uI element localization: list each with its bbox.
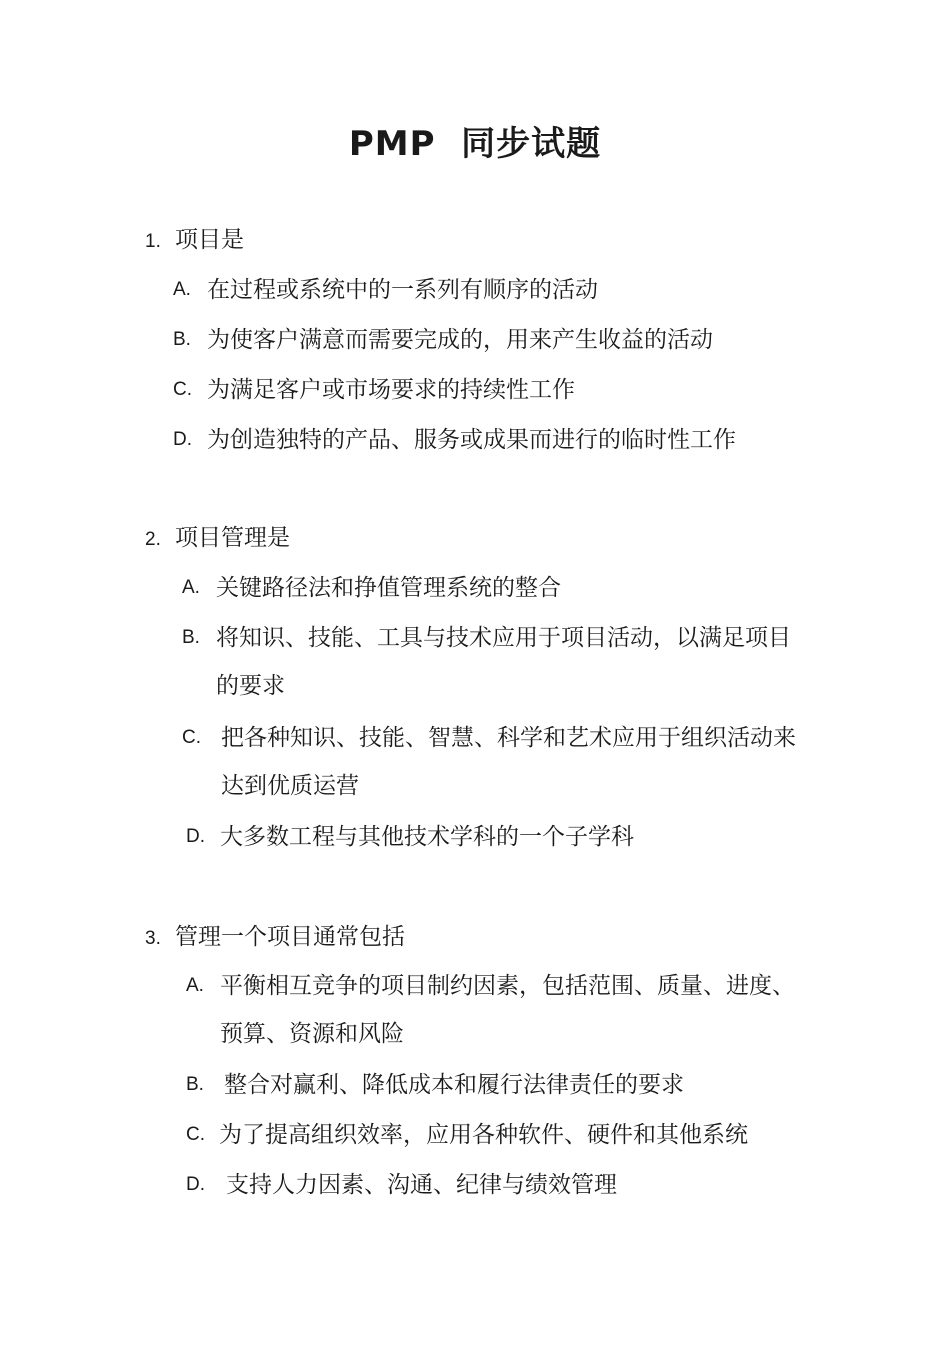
- option-text: 大多数工程与其他技术学科的一个子学科: [220, 824, 634, 850]
- question-number: 2.: [145, 529, 161, 550]
- option-letter: C.: [186, 1124, 205, 1145]
- question-1-option-a: [173, 266, 813, 314]
- question-2-option-c: [182, 714, 812, 810]
- question-1-option-c: [173, 366, 813, 414]
- question-3-stem-line: [145, 922, 405, 954]
- option-text: 为创造独特的产品、服务或成果而进行的临时性工作: [207, 427, 736, 453]
- question-number: 3.: [145, 928, 161, 949]
- option-letter: D.: [173, 429, 192, 450]
- question-stem: 管理一个项目通常包括: [175, 924, 405, 950]
- option-text: 为满足客户或市场要求的持续性工作: [207, 377, 575, 403]
- option-letter: B.: [186, 1074, 204, 1095]
- option-letter: D.: [186, 826, 205, 847]
- option-text: 将知识、技能、工具与技术应用于项目活动，以满足项目的要求: [216, 625, 791, 699]
- option-text: 把各种知识、技能、智慧、科学和艺术应用于组织活动来达到优质运营: [221, 725, 796, 799]
- question-3-option-c: [186, 1111, 816, 1159]
- question-2-stem-line: [145, 523, 290, 555]
- option-letter: A.: [186, 975, 204, 996]
- option-letter: A.: [182, 577, 200, 598]
- question-3-option-b: [186, 1061, 816, 1109]
- option-letter: A.: [173, 279, 191, 300]
- question-2-option-b: [182, 614, 812, 710]
- question-1-stem-line: [145, 225, 244, 257]
- option-letter: C.: [173, 379, 192, 400]
- option-letter: B.: [173, 329, 191, 350]
- question-number: 1.: [145, 231, 161, 252]
- option-letter: C.: [182, 727, 201, 748]
- option-text: 关键路径法和挣值管理系统的整合: [216, 575, 561, 601]
- question-2-option-a: [182, 564, 812, 612]
- option-text: 为使客户满意而需要完成的，用来产生收益的活动: [207, 327, 713, 353]
- question-stem: 项目是: [175, 227, 244, 253]
- option-text: 整合对赢利、降低成本和履行法律责任的要求: [224, 1072, 684, 1098]
- question-3-option-a: [186, 962, 816, 1058]
- question-1-option-d: [173, 416, 813, 464]
- page-title: PMP 同步试题: [348, 124, 602, 164]
- question-3-option-d: [186, 1161, 816, 1209]
- option-text: 为了提高组织效率，应用各种软件、硬件和其他系统: [219, 1122, 748, 1148]
- option-text: 支持人力因素、沟通、纪律与绩效管理: [226, 1172, 617, 1198]
- option-letter: D.: [186, 1174, 205, 1195]
- option-text: 平衡相互竞争的项目制约因素，包括范围、质量、进度、预算、资源和风险: [220, 973, 795, 1047]
- question-2-option-d: [186, 813, 816, 861]
- option-text: 在过程或系统中的一系列有顺序的活动: [207, 277, 598, 303]
- question-1-option-b: [173, 316, 813, 364]
- option-letter: B.: [182, 627, 200, 648]
- question-stem: 项目管理是: [175, 525, 290, 551]
